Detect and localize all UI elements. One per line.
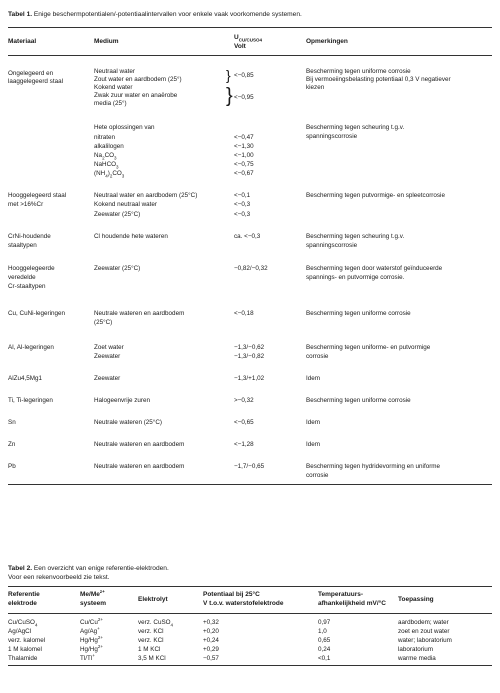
t1-r2-medium-6-a: (NH <box>94 170 106 177</box>
t2-row3-elektrode: verz. kalomel <box>8 637 46 644</box>
table1-top-rule <box>8 27 492 28</box>
t1-r7-opm-1: Bescherming tegen uniforme- en putvormige <box>306 344 431 351</box>
t1-header-opmerkingen: Opmerkingen <box>306 38 348 45</box>
table2-top-rule <box>8 586 492 587</box>
t1-r2-medium-6 <box>94 170 124 178</box>
t2-header-systeem-sup: z+ <box>99 588 105 594</box>
t1-r8-materiaal-1: AlZu4,5Mg1 <box>8 375 42 382</box>
t1-header-materiaal: Materiaal <box>8 38 37 45</box>
t2-row4-toepassing: laboratorium <box>398 646 433 653</box>
t1-r1-value-2: <−0,95 <box>234 94 254 101</box>
t1-r5-materiaal-2: veredelde <box>8 274 36 281</box>
t1-r7-opm-2: corrosie <box>306 353 329 360</box>
t1-r4-materiaal-1: CrNi-houdende <box>8 233 51 240</box>
t2-row4-temp: 0,24 <box>318 646 331 653</box>
t1-r1-medium-4: Zwak zuur water en anaërobe <box>94 92 178 99</box>
t1-r1-medium-5: media (25°) <box>94 100 127 107</box>
t2-row2-elektrolyt: verz. KCl <box>138 628 164 635</box>
t1-r2-value-2: <−0,47 <box>234 134 254 141</box>
t2-header-elektrode-1: Referentie <box>8 591 40 598</box>
t2-header-toepassing: Toepassing <box>398 596 434 603</box>
t2-header-potentiaal-2: V t.o.v. waterstofelektrode <box>203 600 284 607</box>
t2-row1-elektrode-main: Cu/CuSO <box>8 619 35 626</box>
t1-r4-medium-1: Cl houdende hete wateren <box>94 233 168 240</box>
t1-header-u-sub: CU/CUSO4 <box>238 37 262 43</box>
table1-header-rule <box>8 55 492 56</box>
t1-r2-medium-4-a: Na <box>94 152 103 159</box>
table2-bottom-rule <box>8 665 492 666</box>
t1-r1-value-1: <−0,85 <box>234 72 254 79</box>
table1-caption <box>8 11 302 19</box>
t2-row1-elektrode <box>8 619 37 627</box>
t1-header-u <box>234 34 262 42</box>
t1-r5-opm-2: spannings- en putvormige corrosie. <box>306 274 405 281</box>
t2-row5-systeem <box>80 652 95 663</box>
t1-r8-medium-1: Zeewater <box>94 375 121 382</box>
t2-row5-toepassing: warme media <box>398 655 436 662</box>
table2-caption-line2: Voor een rekenvoorbeeld zie tekst. <box>8 574 110 581</box>
t1-r8-value-1: −1,3/+1,02 <box>234 375 265 382</box>
t1-r10-opm-1: Idem <box>306 419 320 426</box>
t1-r2-medium-4-sub: 2 <box>102 155 105 161</box>
t1-r2-value-6: <−0,67 <box>234 170 254 177</box>
t1-r1-medium-3: Kokend water <box>94 84 133 91</box>
t2-header-systeem-2: systeem <box>80 600 107 607</box>
t2-row3-potentiaal: +0,24 <box>203 637 219 644</box>
t2-row5-elektrode: Thalamide <box>8 655 38 662</box>
t2-row4-potentiaal: +0,29 <box>203 646 219 653</box>
t1-r10-materiaal-1: Sn <box>8 419 16 426</box>
table2-caption <box>8 565 169 573</box>
table2-header-rule <box>8 613 492 614</box>
t1-r11-medium-1: Neutrale wateren en aardbodem <box>94 441 185 448</box>
t2-row5-potentiaal: −0,57 <box>203 655 219 662</box>
t1-r1-materiaal-2: laaggelegeerd staal <box>8 78 63 85</box>
t1-r9-value-1: >−0,32 <box>234 397 254 404</box>
t1-r2-medium-6-sub: 4 <box>105 173 108 179</box>
t1-r5-materiaal-3: Cr-staaltypen <box>8 283 46 290</box>
t2-row1-toepassing: aardbodem; water <box>398 619 449 626</box>
t1-r11-value-1: <−1,28 <box>234 441 254 448</box>
t2-row1-potentiaal: +0,32 <box>203 619 219 626</box>
t2-header-systeem-1 <box>80 588 105 599</box>
t1-r2-medium-3: alkalilogen <box>94 143 124 150</box>
t2-row3-toepassing: water; laboratorium <box>398 637 452 644</box>
t1-r5-materiaal-1: Hooggelegeerde <box>8 265 55 272</box>
t1-r1-medium-1: Neutraal water <box>94 68 135 75</box>
t1-r3-opm-1: Bescherming tegen putvormige- en spleetcorrosie <box>306 192 445 199</box>
t1-r7-medium-2: Zeewater <box>94 353 121 360</box>
t1-r3-value-2: <−0,3 <box>234 201 251 208</box>
table2-caption-text: Een overzicht van enige referentie-elektroden. <box>32 565 169 572</box>
t1-r12-medium-1: Neutrale wateren en aardbodem <box>94 463 185 470</box>
t1-r1-opm-3: kiezen <box>306 84 325 91</box>
t1-r7-medium-1: Zoet water <box>94 344 124 351</box>
t1-header-volt: Volt <box>234 43 246 50</box>
t1-r6-materiaal-1: Cu, CuNi-legeringen <box>8 310 66 317</box>
t2-row3-systeem-sup: 2+ <box>97 634 103 640</box>
t1-r2-medium-4-b: CO <box>104 152 115 159</box>
t1-r2-medium-4 <box>94 152 117 160</box>
t1-r12-opm-2: corrosie <box>306 472 329 479</box>
t1-r10-medium-1: Neutrale wateren (25°C) <box>94 419 162 426</box>
t1-r2-medium-5-sub: 3 <box>116 164 119 170</box>
t1-r3-medium-3: Zeewater (25°C) <box>94 211 141 218</box>
t1-r2-opm-2: spanningscorrosie <box>306 133 358 140</box>
t2-row2-systeem <box>80 625 100 636</box>
t1-r2-value-4: <−1,00 <box>234 152 254 159</box>
t2-row1-systeem-main: Cu/Cu <box>80 619 98 626</box>
t2-row5-systeem-sup: + <box>92 652 95 658</box>
t1-r9-materiaal-1: Ti, Ti-legeringen <box>8 397 53 404</box>
t2-row2-toepassing: zoet en zout water <box>398 628 450 635</box>
table2-caption-label: Tabel 2. <box>8 565 33 572</box>
t2-header-elektrode-2: elektrode <box>8 600 37 607</box>
t1-r6-value-1: <−0,18 <box>234 310 254 317</box>
t1-r1-opm-2: Bij vermoeiingsbelasting potentiaal 0,3 V negatiever <box>306 76 451 83</box>
t2-row1-elektrolyt-main: verz. CuSO <box>138 619 171 626</box>
t2-row2-potentiaal: +0,20 <box>203 628 219 635</box>
t2-row3-systeem-main: Hg/Hg <box>80 637 98 644</box>
t1-r3-value-1: <−0,1 <box>234 192 251 199</box>
t1-r3-value-3: <−0,3 <box>234 211 251 218</box>
t1-r2-value-3: <−1,30 <box>234 143 254 150</box>
t2-row4-elektrolyt: 1 M KCl <box>138 646 161 653</box>
t1-r1-brace-2: } <box>226 85 233 107</box>
t1-r3-materiaal-2: met >16%Cr <box>8 201 44 208</box>
t2-header-potentiaal-1: Potentiaal bij 25°C <box>203 591 260 598</box>
t2-row3-temp: 0,65 <box>318 637 331 644</box>
table1-caption-label: Tabel 1. <box>8 11 33 18</box>
t1-r2-medium-4-sub2: 3 <box>114 155 117 161</box>
t2-header-temp-1: Temperatuurs- <box>318 591 364 598</box>
t1-r1-brace-1: } <box>226 67 231 83</box>
t1-r3-medium-1: Neutraal water en aardbodem (25°C) <box>94 192 198 199</box>
t2-row4-elektrode: 1 M kalomel <box>8 646 42 653</box>
t1-r2-medium-6-sub2: 2 <box>109 173 113 179</box>
table1-bottom-rule <box>8 484 492 485</box>
t1-r5-value-1: −0,82/−0,32 <box>234 265 268 272</box>
t1-r2-value-5: <−0,75 <box>234 161 254 168</box>
t1-r1-opm-1: Bescherming tegen uniforme corrosie <box>306 68 411 75</box>
t1-r12-value-1: −1,7/−0,65 <box>234 463 265 470</box>
t2-row1-elektrolyt-sub: 4 <box>170 622 174 628</box>
t2-row5-temp: <0,1 <box>318 655 331 662</box>
t2-row4-systeem-main: Hg/Hg <box>80 646 98 653</box>
t1-r1-medium-2: Zout water en aardbodem (25°) <box>94 76 182 83</box>
t2-header-temp-2: afhankelijkheid mV/°C <box>318 600 386 607</box>
t1-r2-opm-1: Bescherming tegen scheuring t.g.v. <box>306 124 405 131</box>
t2-row1-systeem-sup: 2+ <box>97 616 103 622</box>
t2-row1-elektrolyt <box>138 619 173 627</box>
t1-r11-opm-1: Idem <box>306 441 320 448</box>
t1-r10-value-1: <−0,65 <box>234 419 254 426</box>
t1-r7-value-1: −1,3/−0,62 <box>234 344 265 351</box>
t1-r4-opm-2: spanningscorrosie <box>306 242 358 249</box>
t1-r1-materiaal-1: Ongelegeerd en <box>8 70 54 77</box>
t1-r2-medium-5-a: NaHCO <box>94 161 117 168</box>
t2-row5-elektrolyt: 3,5 M KCl <box>138 655 166 662</box>
t2-header-systeem-main: Me/Me <box>80 591 100 598</box>
t1-r2-medium-5 <box>94 161 119 169</box>
t1-r6-medium-2: (25°C) <box>94 319 113 326</box>
t2-row3-elektrolyt: verz. KCl <box>138 637 164 644</box>
t2-row2-temp: 1,0 <box>318 628 327 635</box>
t1-header-medium: Medium <box>94 38 119 45</box>
t1-r2-medium-6-b: ) <box>107 170 110 177</box>
t1-header-u-main: U <box>234 34 239 41</box>
t2-row2-elektrode <box>8 628 31 636</box>
t2-row4-systeem-sup: 2+ <box>97 643 103 649</box>
t1-r6-medium-1: Neutrale wateren en aardbodem <box>94 310 185 317</box>
t2-row1-temp: 0,97 <box>318 619 331 626</box>
t1-r2-medium-1: Hete oplossingen van <box>94 124 155 131</box>
t1-r5-medium-1: Zeewater (25°C) <box>94 265 141 272</box>
t2-row1-elektrode-sub: 4 <box>34 622 38 628</box>
t1-r5-opm-1: Bescherming tegen door waterstof geïnduceerde <box>306 265 443 272</box>
t1-r9-medium-1: Halogeenvrije zuren <box>94 397 151 404</box>
t1-r6-opm-1: Bescherming tegen uniforme corrosie <box>306 310 411 317</box>
t2-row2-systeem-main: Ag/Ag <box>80 628 98 635</box>
t1-r4-value-1: ca. <−0,3 <box>234 233 261 240</box>
t1-r2-medium-6-sub3: 3 <box>121 173 125 179</box>
t2-row2-systeem-sup: + <box>97 625 100 631</box>
t2-row2-elektrode-main: Ag/AgCl <box>8 628 32 635</box>
t1-r3-materiaal-1: Hooggelegeerd staal <box>8 192 67 199</box>
t1-r2-medium-2: nitraten <box>94 134 116 141</box>
t2-row5-systeem-main: Tl/Tl <box>80 655 93 662</box>
t1-r4-materiaal-2: staaltypen <box>8 242 37 249</box>
t1-r7-value-2: −1,3/−0,82 <box>234 353 265 360</box>
t1-r7-materiaal-1: Al, Al-legeringen <box>8 344 54 351</box>
t1-r3-medium-2: Kokend neutraal water <box>94 201 158 208</box>
t1-r9-opm-1: Bescherming tegen uniforme corrosie <box>306 397 411 404</box>
t2-header-elektrolyt: Elektrolyt <box>138 596 168 603</box>
t1-r2-medium-6-c: CO <box>112 170 122 177</box>
t1-r12-opm-1: Bescherming tegen hydridevorming en uniforme <box>306 463 441 470</box>
table1-caption-text: Enige beschermpotentialen/-potentiaalintervallen voor enkele vaak voorkomende systemen. <box>32 11 302 18</box>
t1-r12-materiaal-1: Pb <box>8 463 16 470</box>
t1-r8-opm-1: Idem <box>306 375 320 382</box>
t1-r11-materiaal-1: Zn <box>8 441 16 448</box>
t1-r4-opm-1: Bescherming tegen scheuring t.g.v. <box>306 233 405 240</box>
